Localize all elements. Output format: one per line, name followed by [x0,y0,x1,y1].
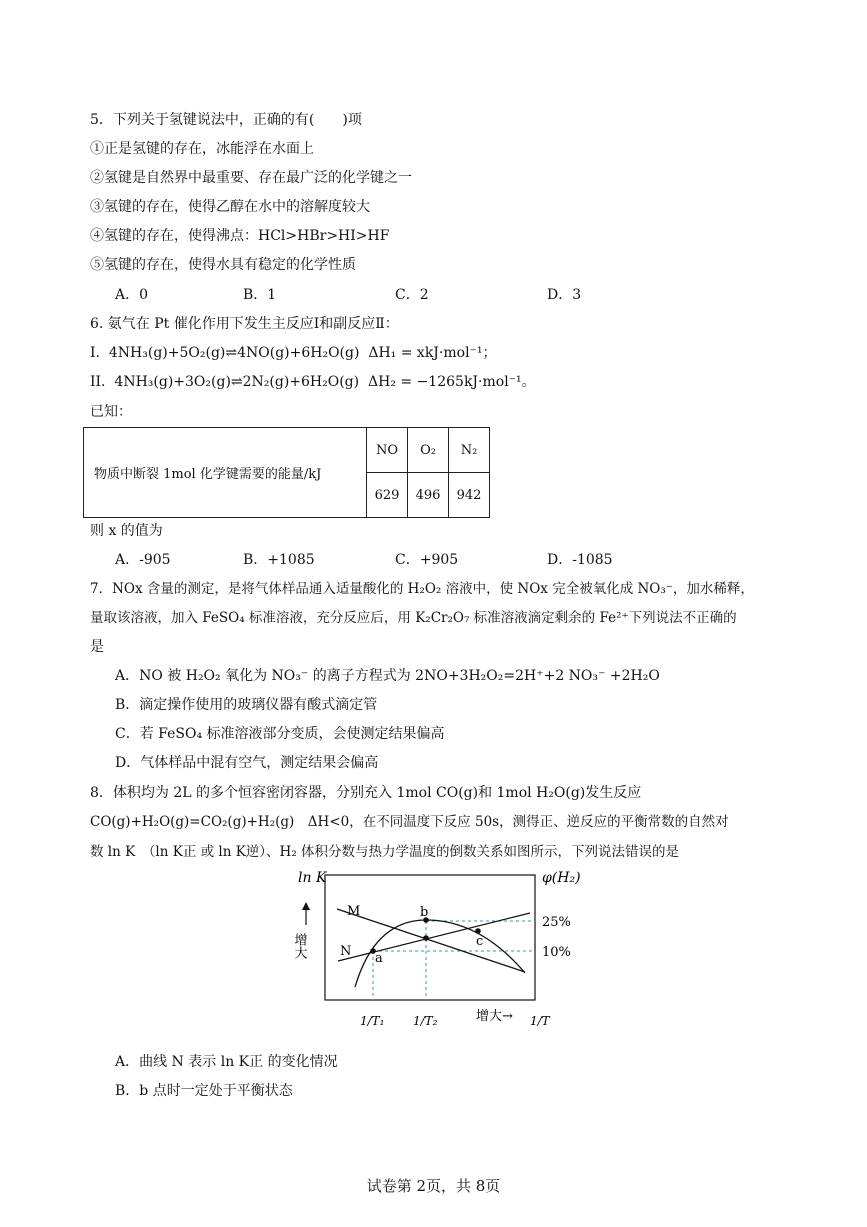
x-label: 1/T [530,1014,550,1028]
lnk-phi-figure [280,865,600,1045]
q6-r2-equation: 4NH₃(g)+3O₂(g)⇌2N₂(g)+6H₂O(g) [114,374,360,390]
q6-reaction-2 [90,372,536,392]
q7-option-c[interactable]: C．若 FeSO₄ 标准溶液部分变质，会使测定结果偏高 [115,726,445,742]
q7-line-2: 量取该溶液，加入 FeSO₄ 标准溶液，充分反应后，用 K₂Cr₂O₇ 标准溶液滴定剩余的 Fe²⁺下列说法不正确的 [90,610,737,626]
q6-r2-label: II. [90,374,106,390]
table-cell-no: 629 [367,473,408,518]
q6-option-d[interactable]: D．-1085 [547,552,613,568]
y-right-label: φ(H₂) [542,870,581,886]
x-arrow-text: 增大→ [476,1009,513,1024]
curve-m [337,909,525,972]
q7-line-3: 是 [90,639,104,655]
q5-option-d[interactable]: D．3 [547,287,582,303]
table-col-o2: O₂ [408,428,449,473]
q5-item-1: ①正是氢键的存在，冰能浮在水面上 [90,141,314,157]
q8-option-b[interactable]: B．b 点时一定处于平衡状态 [115,1083,293,1099]
table-cell-o2: 496 [408,473,449,518]
q6-r2-enthalpy: ΔH₂ = −1265kJ·mol⁻¹。 [368,374,536,390]
q8-line-2: CO(g)+H₂O(g)=CO₂(g)+H₂(g) ΔH<0，在不同温度下反应 50s，测得正、逆反应的平衡常数的自然对 [90,814,729,830]
table-row-header: 物质中断裂 1mol 化学键需要的能量/kJ [84,428,367,518]
x-tick-2: 1/T₂ [413,1014,438,1028]
y-left-arrow-head [302,902,310,910]
q7-option-b[interactable]: B．滴定操作使用的玻璃仪器有酸式滴定管 [115,697,378,713]
q5-item-4: ④氢键的存在，使得沸点：HCl>HBr>HI>HF [90,228,390,244]
q6-r1-equation: 4NH₃(g)+5O₂(g)⇌4NO(g)+6H₂O(g) [108,345,360,361]
q6-option-c[interactable]: C．+905 [395,552,459,568]
table-cell-n2: 942 [449,473,490,518]
point-c [475,928,481,934]
q7-line-1: 7．NOx 含量的测定，是将气体样品通入适量酸化的 H₂O₂ 溶液中，使 NOx 完全被氧化成 NO₃⁻，加水稀释， [90,581,754,597]
q6-stem: 6. 氨气在 Pt 催化作用下发生主反应Ⅰ和副反应Ⅱ： [90,316,399,332]
q6-reaction-1 [90,343,497,363]
q7-option-d[interactable]: D．气体样品中混有空气，测定结果会偏高 [115,755,379,771]
table-col-n2: N₂ [449,428,490,473]
q5-stem: 5．下列关于氢键说法中，正确的有( )项 [90,112,362,128]
bond-energy-table [83,427,490,518]
table-col-no: NO [367,428,408,473]
label-b: b [420,905,429,920]
q6-r1-enthalpy: ΔH₁ = xkJ·mol⁻¹； [368,345,497,361]
q8-option-a[interactable]: A．曲线 N 表示 ln K正 的变化情况 [115,1054,338,1070]
q7-option-a[interactable]: A．NO 被 H₂O₂ 氧化为 NO₃⁻ 的离子方程式为 2NO+3H₂O₂=2H⁺+2 NO₃⁻ +2H₂O [115,668,660,684]
point-intersect [423,935,429,941]
y-left-label: ln K [298,870,327,886]
q5-item-2: ②氢键是自然界中最重要、存在最广泛的化学键之一 [90,170,412,186]
label-n: N [340,944,352,959]
q6-known: 已知： [90,404,132,420]
q8-line-3: 数 ln K （ln K正 或 ln K逆）、H₂ 体积分数与热力学温度的倒数关系如图所示，下列说法错误的是 [90,844,680,860]
label-c: c [476,934,484,949]
label-a: a [375,951,383,966]
page-footer: 试卷第 2页，共 8页 [366,1177,501,1195]
q5-item-3: ③氢键的存在，使得乙醇在水中的溶解度较大 [90,199,370,215]
y-left-arrow-text: 增大 [291,933,307,959]
q6-r1-label: I. [90,345,100,361]
x-tick-1: 1/T₁ [360,1014,385,1028]
tick-10: 10% [542,945,571,960]
q6-option-a[interactable]: A．-905 [115,552,171,568]
q5-item-5: ⑤氢键的存在，使得水具有稳定的化学性质 [90,257,356,273]
q6-ask: 则 x 的值为 [90,523,163,539]
tick-25: 25% [542,915,571,930]
q5-option-b[interactable]: B．1 [243,287,277,303]
guide-lines [373,921,535,1000]
q6-option-b[interactable]: B．+1085 [243,552,315,568]
q5-option-c[interactable]: C．2 [395,287,429,303]
q5-option-a[interactable]: A．0 [115,287,149,303]
label-m: M [347,904,361,919]
q8-line-1: 8．体积均为 2L 的多个恒容密闭容器，分别充入 1mol CO(g)和 1mol H₂O(g)发生反应 [90,785,642,801]
